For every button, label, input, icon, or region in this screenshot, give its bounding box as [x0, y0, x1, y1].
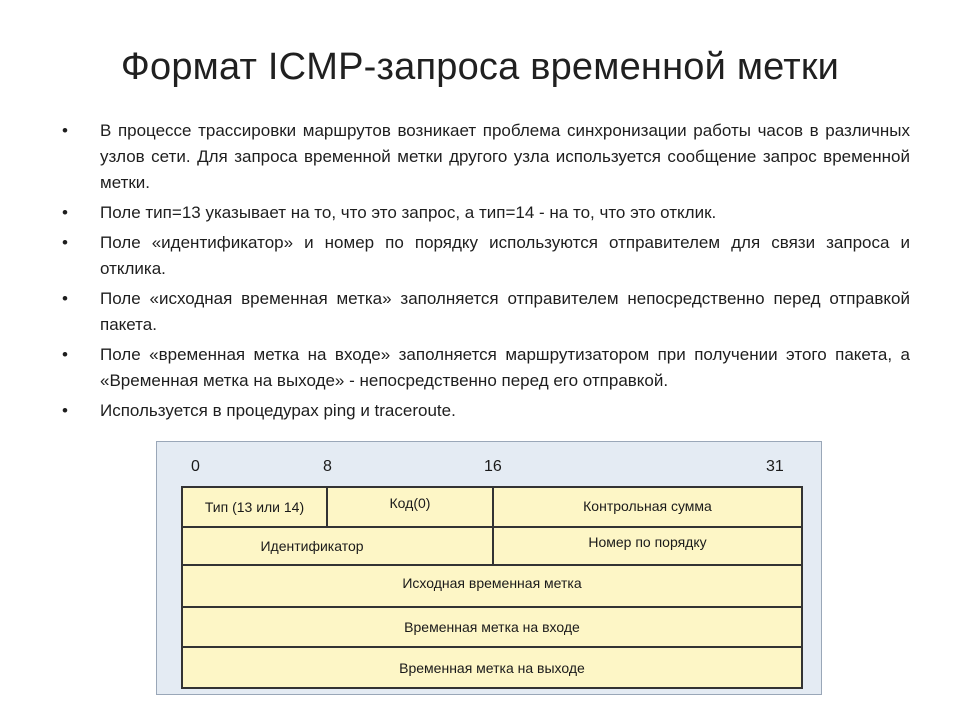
bullet-text: Поле «временная метка на входе» заполняется маршрутизатором при получении этого пакета, а «Временная метка на выходе» - непосредственно перед его отправкой.: [100, 345, 910, 390]
bullet-item: [62, 398, 910, 424]
bullet-list: [62, 118, 910, 428]
field-transmit-timestamp: Временная метка на выходе: [399, 659, 585, 676]
bullet-item: [62, 200, 910, 226]
slide-title: Формат ICMP-запроса временной метки: [120, 46, 840, 88]
bullet-dot-icon: •: [62, 401, 68, 420]
bit-label-16: 16: [484, 458, 502, 475]
bullet-item: [62, 342, 910, 394]
bullet-dot-icon: •: [62, 289, 68, 308]
bit-label-0: 0: [191, 458, 200, 475]
field-sequence-number: Номер по порядку: [588, 534, 707, 550]
bullet-item: [62, 230, 910, 282]
bit-label-31: 31: [766, 458, 784, 475]
bullet-item: [62, 118, 910, 196]
field-receive-timestamp: Временная метка на входе: [404, 619, 580, 635]
bullet-text: Используется в процедурах ping и traceroute.: [100, 401, 456, 420]
packet-field-table: [181, 486, 803, 689]
field-type: Тип (13 или 14): [204, 499, 305, 515]
icmp-timestamp-format-diagram: [156, 441, 822, 695]
bullet-dot-icon: •: [62, 121, 68, 140]
bullet-text: Поле тип=13 указывает на то, что это запрос, а тип=14 - на то, что это отклик.: [100, 203, 717, 222]
field-originate-timestamp: Исходная временная метка: [402, 575, 582, 591]
bullet-text: Поле «исходная временная метка» заполняется отправителем непосредственно перед отправкой пакета.: [100, 289, 910, 334]
field-identifier: Идентификатор: [260, 538, 364, 554]
bullet-item: [62, 286, 910, 338]
bullet-text: В процессе трассировки маршрутов возникает проблема синхронизации работы часов в различных узлов сети. Для запроса временной метки другого узла используется сообщение запрос временной метки.: [100, 121, 910, 192]
bullet-dot-icon: •: [62, 345, 68, 364]
field-checksum: Контрольная сумма: [583, 498, 712, 514]
bit-label-8: 8: [323, 458, 332, 475]
bullet-text: Поле «идентификатор» и номер по порядку используются отправителем для связи запроса и отклика.: [100, 233, 910, 278]
bullet-dot-icon: •: [62, 233, 68, 252]
bullet-dot-icon: •: [62, 203, 68, 222]
field-code: Код(0): [389, 495, 431, 511]
